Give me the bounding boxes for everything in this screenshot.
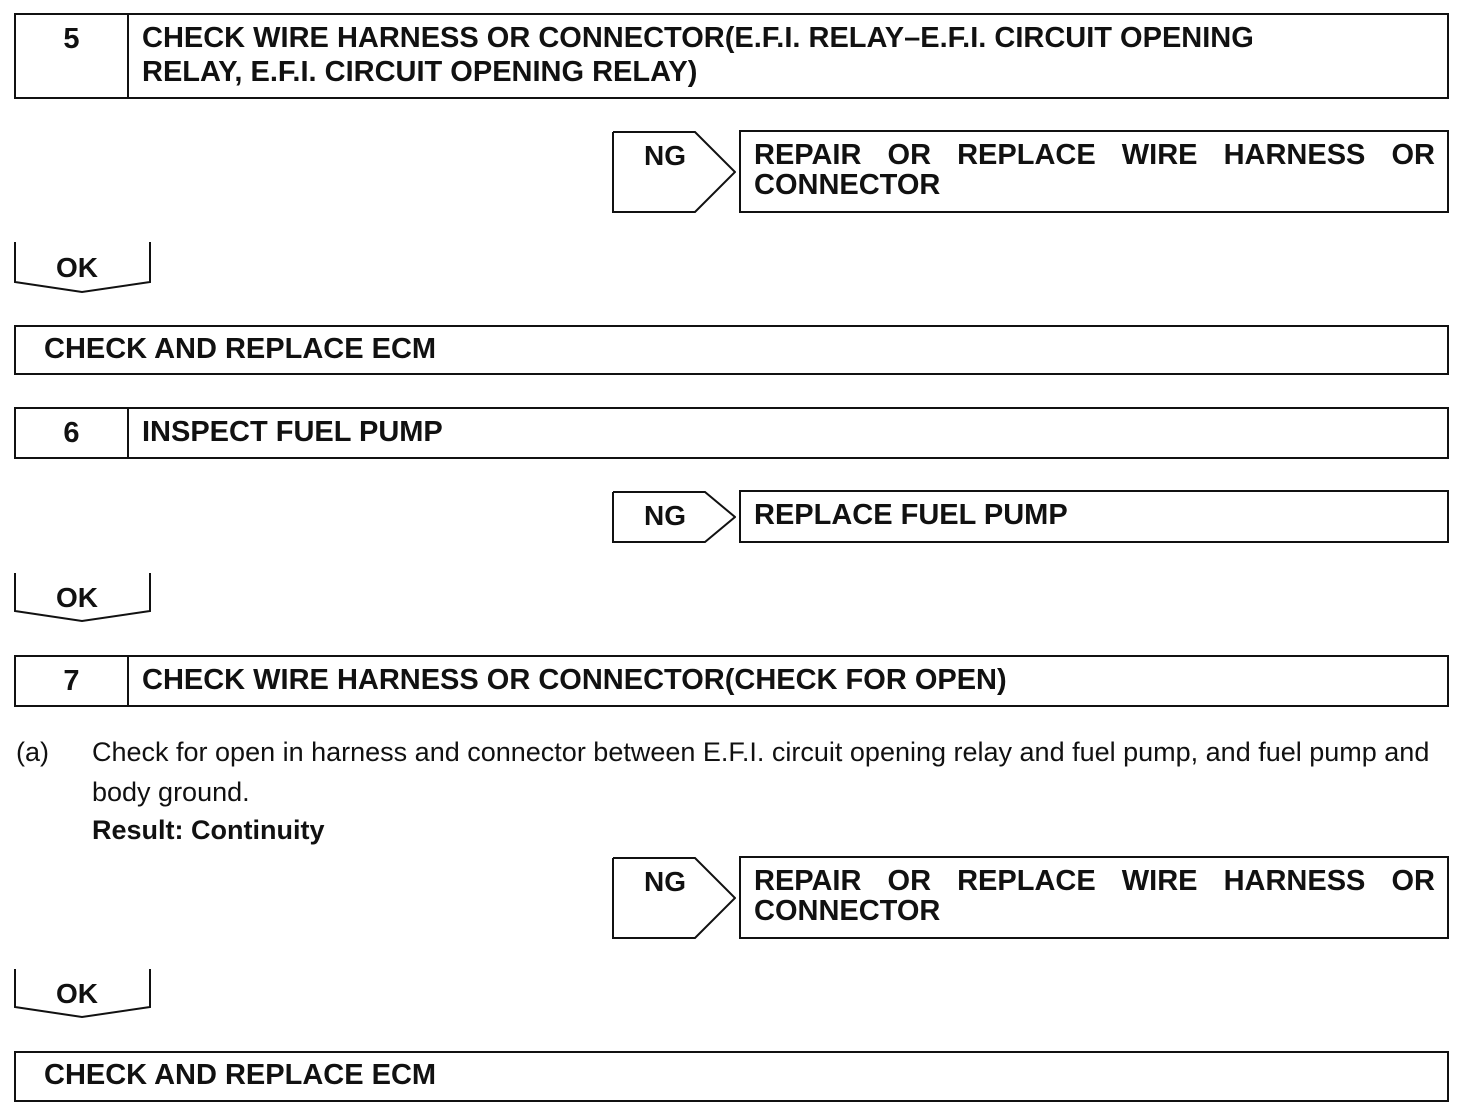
ok-action-text: CHECK AND REPLACE ECM xyxy=(44,1059,437,1091)
item-marker: (a) xyxy=(16,737,49,767)
ng-result-line: REPAIR OR REPLACE WIRE HARNESS OR xyxy=(754,865,1435,897)
ng-label: NG xyxy=(644,140,686,171)
ng-label: NG xyxy=(644,866,686,897)
step-title xyxy=(142,21,1435,89)
ok-arrow xyxy=(14,242,152,294)
item-text: Check for open in harness and connector between E.F.I. circuit opening relay and fuel pump, and fuel pump and body ground. xyxy=(92,737,1430,807)
step-title-line: CHECK WIRE HARNESS OR CONNECTOR(E.F.I. RELAY–E.F.I. CIRCUIT OPENING xyxy=(142,22,1254,54)
step-number: 6 xyxy=(16,409,129,457)
ok-label: OK xyxy=(56,252,98,283)
step-number: 5 xyxy=(16,15,129,97)
ng-arrow xyxy=(612,131,736,213)
ng-result-box xyxy=(739,856,1449,939)
ng-result-line: REPAIR OR REPLACE WIRE HARNESS OR xyxy=(754,139,1435,171)
ng-result-line: CONNECTOR xyxy=(754,169,941,201)
ng-result-box xyxy=(739,130,1449,213)
ok-action-box xyxy=(14,325,1449,375)
ng-result-box xyxy=(739,490,1449,543)
ng-result-text xyxy=(754,866,1435,926)
ng-arrow xyxy=(612,857,736,939)
step-title: CHECK WIRE HARNESS OR CONNECTOR(CHECK FOR OPEN) xyxy=(142,664,1007,696)
step-5-header xyxy=(14,13,1449,99)
ok-arrow xyxy=(14,573,152,625)
step-title-line: RELAY, E.F.I. CIRCUIT OPENING RELAY) xyxy=(142,56,698,88)
step-6-header xyxy=(14,407,1449,459)
ok-label: OK xyxy=(56,978,98,1009)
step-number: 7 xyxy=(16,657,129,705)
ok-label: OK xyxy=(56,582,98,613)
ng-arrow xyxy=(612,491,736,543)
ok-arrow xyxy=(14,969,152,1021)
ng-result-text: REPLACE FUEL PUMP xyxy=(754,499,1068,531)
step-7-header xyxy=(14,655,1449,707)
result-text: Result: Continuity xyxy=(92,815,325,845)
ng-label: NG xyxy=(644,500,686,531)
ok-action-box xyxy=(14,1051,1449,1102)
ng-result-line: CONNECTOR xyxy=(754,895,941,927)
ok-action-text: CHECK AND REPLACE ECM xyxy=(44,333,437,365)
ng-result-text xyxy=(754,140,1435,200)
step-title: INSPECT FUEL PUMP xyxy=(142,416,443,448)
